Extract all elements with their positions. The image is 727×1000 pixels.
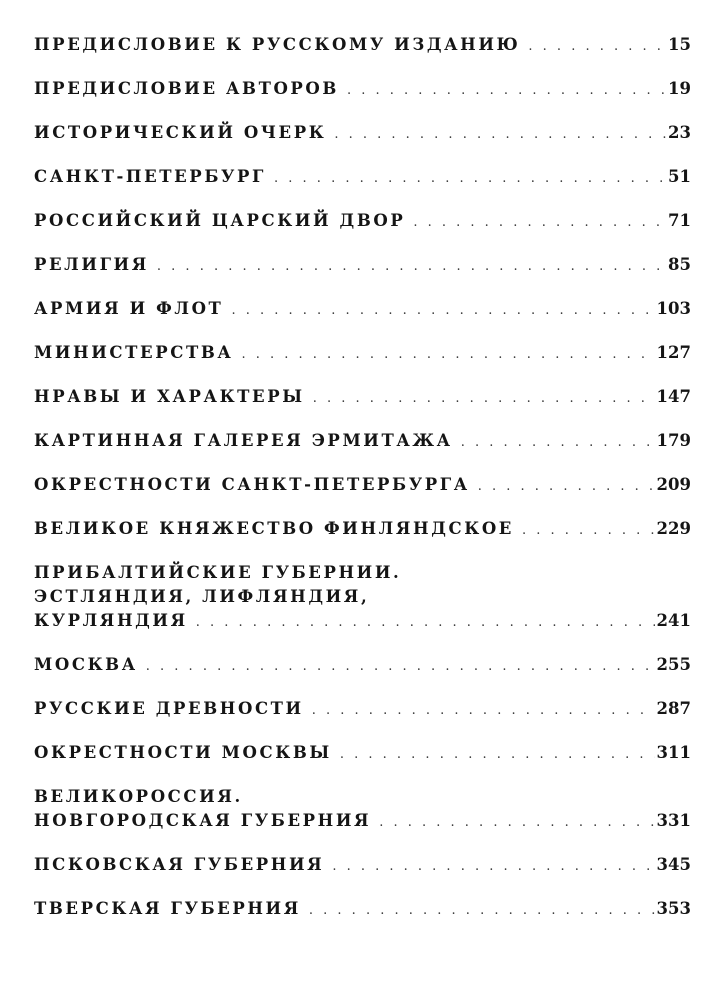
toc-page-number: 229 xyxy=(656,519,691,538)
dot-leader xyxy=(478,475,655,499)
toc-entry xyxy=(34,561,691,633)
toc-entry xyxy=(34,741,691,765)
toc-entry-title: МИНИСТЕРСТВА xyxy=(34,343,234,362)
toc-entry-title: ИСТОРИЧЕСКИЙ ОЧЕРК xyxy=(34,123,327,142)
table-of-contents xyxy=(34,33,691,941)
dot-leader xyxy=(146,655,655,679)
toc-page-number: 85 xyxy=(668,255,691,274)
dot-leader xyxy=(522,519,655,543)
toc-page-number: 255 xyxy=(656,655,691,674)
toc-entry-title-line: ПРИБАЛТИЙСКИЕ ГУБЕРНИИ. xyxy=(34,563,402,582)
toc-entry xyxy=(34,853,691,877)
toc-entry-title: РУССКИЕ ДРЕВНОСТИ xyxy=(34,699,304,718)
dot-leader xyxy=(461,431,655,455)
toc-page-number: 209 xyxy=(656,475,691,494)
dot-leader xyxy=(413,211,666,235)
toc-page-number: 331 xyxy=(656,811,691,830)
toc-entry-title-line: ЭСТЛЯНДИЯ, ЛИФЛЯНДИЯ, xyxy=(34,587,370,606)
dot-leader xyxy=(340,743,655,767)
toc-entry xyxy=(34,429,691,453)
toc-entry xyxy=(34,297,691,321)
dot-leader xyxy=(379,811,654,835)
dot-leader xyxy=(312,699,655,723)
dot-leader xyxy=(347,79,666,103)
toc-entry-title: МОСКВА xyxy=(34,655,138,674)
toc-entry xyxy=(34,165,691,189)
dot-leader xyxy=(334,123,666,147)
dot-leader xyxy=(274,167,666,191)
toc-entry-title: КУРЛЯНДИЯ xyxy=(34,611,188,630)
toc-entry-title: ПСКОВСКАЯ ГУБЕРНИЯ xyxy=(34,855,325,874)
toc-entry-title: ОКРЕСТНОСТИ САНКТ-ПЕТЕРБУРГА xyxy=(34,475,470,494)
toc-entry xyxy=(34,209,691,233)
dot-leader xyxy=(309,899,655,923)
toc-page-number: 147 xyxy=(656,387,691,406)
toc-entry-title: ТВЕРСКАЯ ГУБЕРНИЯ xyxy=(34,899,301,918)
toc-page-number: 103 xyxy=(656,299,691,318)
toc-entry-title-line: ВЕЛИКОРОССИЯ. xyxy=(34,787,243,806)
toc-entry-title: НРАВЫ И ХАРАКТЕРЫ xyxy=(34,387,305,406)
toc-page-number: 241 xyxy=(656,611,691,630)
toc-entry-title: НОВГОРОДСКАЯ ГУБЕРНИЯ xyxy=(34,811,372,830)
toc-entry xyxy=(34,33,691,57)
toc-entry xyxy=(34,517,691,541)
toc-entry xyxy=(34,653,691,677)
dot-leader xyxy=(196,611,655,635)
toc-entry-title: АРМИЯ И ФЛОТ xyxy=(34,299,224,318)
toc-entry-title: ОКРЕСТНОСТИ МОСКВЫ xyxy=(34,743,332,762)
dot-leader xyxy=(528,35,666,59)
toc-entry xyxy=(34,253,691,277)
dot-leader xyxy=(241,343,654,367)
toc-page-number: 311 xyxy=(656,743,691,762)
toc-entry-title: ВЕЛИКОЕ КНЯЖЕСТВО ФИНЛЯНДСКОЕ xyxy=(34,519,514,538)
toc-entry xyxy=(34,897,691,921)
dot-leader xyxy=(231,299,654,323)
toc-page-number: 51 xyxy=(668,167,691,186)
toc-entry-title: ПРЕДИСЛОВИЕ К РУССКОМУ ИЗДАНИЮ xyxy=(34,35,521,54)
toc-page-number: 127 xyxy=(656,343,691,362)
dot-leader xyxy=(157,255,666,279)
toc-page-number: 19 xyxy=(668,79,691,98)
toc-entry xyxy=(34,473,691,497)
toc-page-number: 287 xyxy=(656,699,691,718)
toc-page-number: 71 xyxy=(668,211,691,230)
toc-entry xyxy=(34,385,691,409)
dot-leader xyxy=(332,855,654,879)
toc-page-number: 353 xyxy=(656,899,691,918)
toc-entry-title: РОССИЙСКИЙ ЦАРСКИЙ ДВОР xyxy=(34,211,406,230)
toc-page-number: 345 xyxy=(656,855,691,874)
toc-entry-title: ПРЕДИСЛОВИЕ АВТОРОВ xyxy=(34,79,339,98)
toc-entry xyxy=(34,121,691,145)
toc-page-number: 23 xyxy=(668,123,691,142)
toc-entry xyxy=(34,785,691,833)
toc-page-number: 15 xyxy=(668,35,691,54)
toc-page-number: 179 xyxy=(656,431,691,450)
toc-entry xyxy=(34,341,691,365)
toc-entry-title: САНКТ-ПЕТЕРБУРГ xyxy=(34,167,267,186)
toc-entry-title: РЕЛИГИЯ xyxy=(34,255,149,274)
toc-entry xyxy=(34,77,691,101)
toc-entry xyxy=(34,697,691,721)
dot-leader xyxy=(313,387,655,411)
toc-entry-title: КАРТИННАЯ ГАЛЕРЕЯ ЭРМИТАЖА xyxy=(34,431,453,450)
